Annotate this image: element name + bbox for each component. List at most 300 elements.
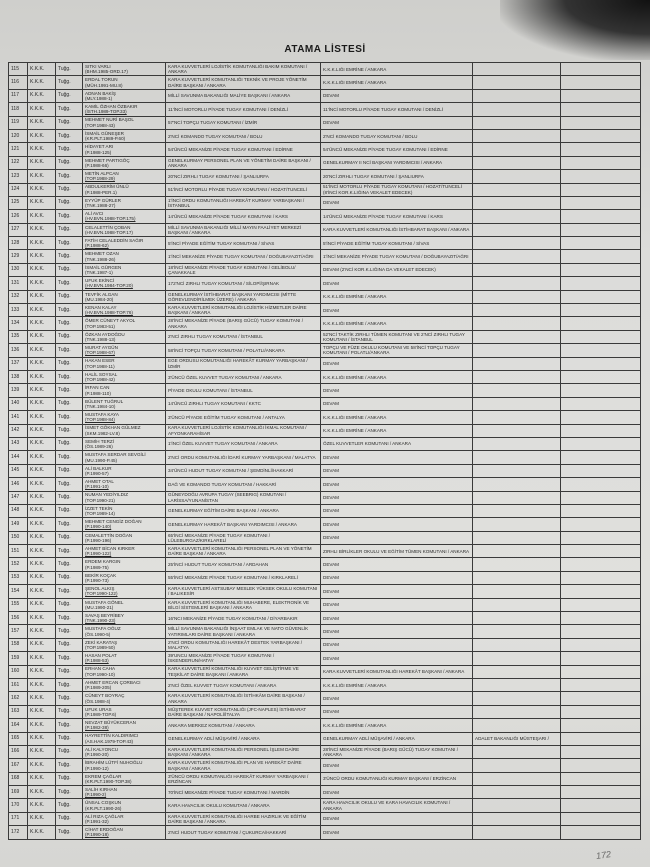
table-row	[9, 518, 641, 531]
extra-cell	[473, 304, 561, 317]
table-row	[9, 129, 641, 142]
extra-cell	[473, 745, 561, 758]
new-post-cell: DEVAM	[321, 786, 473, 799]
officer-cell	[83, 665, 166, 678]
row-number: 119	[9, 116, 28, 129]
rank-cell: Tuğg.	[56, 103, 83, 116]
row-number: 123	[9, 170, 28, 183]
current-post-cell: 172'NCİ ZIRHLI TUGAY KOMUTANI / SİLOPİ/ŞIRNAK	[166, 277, 321, 290]
rank-cell: Tuğg.	[56, 344, 83, 357]
row-number: 120	[9, 129, 28, 142]
rank-cell: Tuğg.	[56, 478, 83, 491]
row-number: 166	[9, 745, 28, 758]
table-row	[9, 652, 641, 665]
current-post-cell: 34'ÜNCÜ HUDUT TUGAY KOMUTANI / ŞEMDİNLİ/HAKKARİ	[166, 464, 321, 477]
table-row	[9, 558, 641, 571]
extra-cell	[473, 210, 561, 223]
officer-code: (İSTH.1989-TOP.33)	[85, 109, 127, 115]
table-row	[9, 210, 641, 223]
new-post-cell: DEVAM	[321, 304, 473, 317]
officer-cell	[83, 504, 166, 517]
officer-cell	[83, 638, 166, 651]
extra-cell	[473, 183, 561, 196]
officer-name: ŞENOL ALKIŞ	[85, 586, 115, 592]
blank-cell	[561, 116, 641, 129]
branch-cell: K.K.K.	[28, 210, 56, 223]
current-post-cell: GENELKURMAY HAREKÂT BAŞKANI YARDIMCISI / ANKARA	[166, 518, 321, 531]
rank-cell: Tuğg.	[56, 290, 83, 303]
officer-cell	[83, 812, 166, 825]
current-post-cell: 2'NCİ HUDUT TUGAY KOMUTANI / ÇUKURCA/HAKKARİ	[166, 826, 321, 839]
officer-code: (ÖS.1988-4)	[85, 698, 111, 704]
blank-cell	[561, 571, 641, 584]
rank-cell: Tuğg.	[56, 719, 83, 732]
blank-cell	[561, 304, 641, 317]
row-number: 160	[9, 665, 28, 678]
officer-code: (P.1989-75)	[85, 564, 109, 570]
extra-cell	[473, 103, 561, 116]
table-row	[9, 103, 641, 116]
table-row	[9, 812, 641, 825]
officer-code: (P.1988-62)	[85, 243, 109, 249]
blank-cell	[561, 196, 641, 209]
row-number: 121	[9, 143, 28, 156]
branch-cell: K.K.K.	[28, 545, 56, 558]
officer-code: (P.1990-73)	[85, 578, 109, 584]
officer-name: ERHAN CAHA	[85, 666, 116, 672]
new-post-cell: ÖZEL KUVVETLER KOMUTANI / ANKARA	[321, 437, 473, 450]
blank-cell	[561, 384, 641, 397]
table-row	[9, 397, 641, 410]
rank-cell: Tuğg.	[56, 571, 83, 584]
new-post-cell: DEVAM	[321, 116, 473, 129]
officer-code: (TNK.1988-13)	[85, 337, 116, 342]
table-row	[9, 491, 641, 504]
officer-cell	[83, 571, 166, 584]
officer-name: ABDULKERİM ÜNLÜ	[85, 184, 129, 190]
officer-cell	[83, 625, 166, 638]
extra-cell	[473, 652, 561, 665]
officer-cell	[83, 156, 166, 169]
officer-code: (HV.BVN.1988-TOP.17)	[85, 229, 133, 235]
rank-cell: Tuğg.	[56, 330, 83, 343]
officer-code: (MU.1990-P.45)	[85, 457, 118, 463]
blank-cell	[561, 598, 641, 611]
rank-cell: Tuğg.	[56, 491, 83, 504]
extra-cell	[473, 612, 561, 625]
officer-cell	[83, 116, 166, 129]
new-post-cell: DEVAM	[321, 357, 473, 370]
officer-cell	[83, 290, 166, 303]
officer-code: (P.1988-PER.1)	[85, 189, 117, 195]
officer-name: İSMAİL GÜRGEN	[85, 264, 122, 270]
row-number: 132	[9, 290, 28, 303]
current-post-cell: KARA KUVVETLERİ KOMUTANLIĞI KUVVET GELİŞTİRME VE TEŞKİLAT DAİRE BAŞKANI / ANKARA	[166, 665, 321, 678]
row-number: 145	[9, 464, 28, 477]
officer-code: (TOP.1990-10)	[85, 671, 115, 677]
new-post-cell: DEVAM	[321, 518, 473, 531]
row-number: 129	[9, 250, 28, 263]
table-row	[9, 76, 641, 89]
branch-cell: K.K.K.	[28, 63, 56, 76]
rank-cell: Tuğg.	[56, 223, 83, 236]
table-row	[9, 357, 641, 370]
new-post-cell: K.K.K.LIĞI EMRİNE / ANKARA	[321, 719, 473, 732]
branch-cell: K.K.K.	[28, 598, 56, 611]
row-number: 153	[9, 571, 28, 584]
rank-cell: Tuğg.	[56, 76, 83, 89]
new-post-cell: 51'İNCİ MOTORLU PİYADE TUGAY KOMUTANI / HOZAT/TUNCELİ (8'İNCİ KOR.K.LIĞINA VEKALET EDECEK)	[321, 183, 473, 196]
table-row	[9, 638, 641, 651]
row-number: 144	[9, 451, 28, 464]
row-number: 131	[9, 277, 28, 290]
officer-cell	[83, 89, 166, 102]
row-number: 172	[9, 826, 28, 839]
officer-cell	[83, 786, 166, 799]
current-post-cell: GENELKURMAY EĞİTİM DAİRE BAŞKANI / ANKARA	[166, 504, 321, 517]
branch-cell: K.K.K.	[28, 665, 56, 678]
table-row	[9, 531, 641, 544]
officer-name: MEHMET OZAN	[85, 251, 119, 257]
current-post-cell: KARA KUVVETLERİ KOMUTANLIĞI PERSONEL PLAN VE YÖNETİM DAİRE BAŞKANI / ANKARA	[166, 545, 321, 558]
current-post-cell: KARA KUVVETLERİ KOMUTANLIĞI İSTİHKÂM DAİRE BAŞKANI / ANKARA	[166, 692, 321, 705]
table-row	[9, 585, 641, 598]
blank-cell	[561, 451, 641, 464]
table-row	[9, 424, 641, 437]
row-number: 141	[9, 411, 28, 424]
officer-name: ALİ KALYONCU	[85, 746, 119, 752]
officer-cell	[83, 330, 166, 343]
officer-cell	[83, 558, 166, 571]
officer-cell	[83, 652, 166, 665]
branch-cell: K.K.K.	[28, 772, 56, 785]
table-row	[9, 745, 641, 758]
extra-cell	[473, 290, 561, 303]
new-post-cell: DEVAM	[321, 638, 473, 651]
extra-cell	[473, 397, 561, 410]
new-post-cell: DEVAM	[321, 478, 473, 491]
extra-cell	[473, 531, 561, 544]
extra-cell	[473, 558, 561, 571]
rank-cell: Tuğg.	[56, 464, 83, 477]
row-number: 170	[9, 799, 28, 812]
document-title: ATAMA LİSTESİ	[284, 44, 366, 55]
table-row	[9, 89, 641, 102]
blank-cell	[561, 170, 641, 183]
officer-code: (TNK.1984-10)	[85, 403, 116, 409]
officer-code: (TOP.1990-21)	[85, 497, 115, 503]
officer-code: (ÖS.1989-26)	[85, 444, 113, 450]
rank-cell: Tuğg.	[56, 585, 83, 598]
officer-cell	[83, 719, 166, 732]
branch-cell: K.K.K.	[28, 558, 56, 571]
officer-name: SEMİH TERZİ	[85, 438, 115, 444]
branch-cell: K.K.K.	[28, 223, 56, 236]
new-post-cell: DEVAM	[321, 451, 473, 464]
officer-code: (P.1989-TOP.6)	[85, 711, 117, 717]
row-number: 137	[9, 357, 28, 370]
officer-cell	[83, 129, 166, 142]
officer-cell	[83, 357, 166, 370]
current-post-cell: GENELKURMAY PERSONEL PLAN VE YÖNETİM DAİRE BAŞKANI / ANKARA	[166, 156, 321, 169]
row-number: 143	[9, 437, 28, 450]
officer-name: EYYÜP GÜRLER	[85, 197, 121, 203]
current-post-cell: 2'NCİ ORDU KOMUTANLIĞI İDARİ KURMAY YARBAŞKANI / MALATYA	[166, 451, 321, 464]
officer-cell	[83, 196, 166, 209]
officer-cell	[83, 437, 166, 450]
rank-cell: Tuğg.	[56, 397, 83, 410]
new-post-cell: DEVAM	[321, 89, 473, 102]
current-post-cell: 39'UNCU MEKANİZE PİYADE TUGAY KOMUTANI / İSKENDERUN/HATAY	[166, 652, 321, 665]
officer-cell	[83, 143, 166, 156]
row-number: 156	[9, 612, 28, 625]
rank-cell: Tuğg.	[56, 692, 83, 705]
branch-cell: K.K.K.	[28, 692, 56, 705]
officer-name: UFUK URAS	[85, 706, 112, 712]
table-row	[9, 223, 641, 236]
extra-cell	[473, 451, 561, 464]
row-number: 126	[9, 210, 28, 223]
officer-name: MEHMET NURİ BAŞOL	[85, 117, 134, 123]
rank-cell: Tuğg.	[56, 652, 83, 665]
officer-name: MUSTAFA KAYA	[85, 412, 119, 418]
officer-name: NUMAN YEDİYILDIZ	[85, 492, 129, 498]
blank-cell	[561, 411, 641, 424]
officer-cell	[83, 103, 166, 116]
blank-cell	[561, 478, 641, 491]
branch-cell: K.K.K.	[28, 411, 56, 424]
table-row	[9, 545, 641, 558]
blank-cell	[561, 464, 641, 477]
row-number: 150	[9, 531, 28, 544]
table-row	[9, 705, 641, 718]
current-post-cell: 3'ÜNCÜ PİYADE EĞİTİM TUGAY KOMUTANI / ANTALYA	[166, 411, 321, 424]
branch-cell: K.K.K.	[28, 504, 56, 517]
blank-cell	[561, 210, 641, 223]
officer-name: AHMET BİCAN KIRKER	[85, 545, 135, 551]
table-row	[9, 625, 641, 638]
rank-cell: Tuğg.	[56, 678, 83, 691]
extra-cell	[473, 424, 561, 437]
officer-name: CÜNEYT BOYRAÇ	[85, 693, 125, 699]
row-number: 125	[9, 196, 28, 209]
extra-cell	[473, 826, 561, 839]
table-row	[9, 451, 641, 464]
blank-cell	[561, 558, 641, 571]
extra-cell	[473, 250, 561, 263]
extra-cell	[473, 478, 561, 491]
table-row	[9, 370, 641, 383]
row-number: 157	[9, 625, 28, 638]
assignment-table	[8, 62, 641, 840]
blank-cell	[561, 759, 641, 772]
branch-cell: K.K.K.	[28, 237, 56, 250]
branch-cell: K.K.K.	[28, 464, 56, 477]
blank-cell	[561, 518, 641, 531]
officer-name: TEVFİK ALGAN	[85, 291, 118, 297]
new-post-cell: 1'İNCİ MEKANİZE PİYADE TUGAY KOMUTANI / DOĞUBAYAZIT/AĞRI	[321, 250, 473, 263]
officer-name: SALİH KIRHAN	[85, 786, 117, 792]
officer-code: (BHM.1985-ORD.17)	[85, 69, 128, 75]
current-post-cell: 2'NCİ ZIRHLI TUGAY KOMUTANI / İSTANBUL	[166, 330, 321, 343]
extra-cell: ADALET BAKANLIĞI MÜSTEŞARI /	[473, 732, 561, 745]
branch-cell: K.K.K.	[28, 89, 56, 102]
blank-cell	[561, 652, 641, 665]
officer-code: (HV.BVN.1988-TOP.76)	[85, 310, 133, 316]
officer-code: (KR.PLT.1989-P.60)	[85, 136, 126, 142]
branch-cell: K.K.K.	[28, 116, 56, 129]
officer-name: CİHAT ERDOĞAN	[85, 827, 123, 833]
new-post-cell: 28'İNCİ MEKANİZE PİYADE (BARIŞ GÜCÜ) TUGAY KOMUTANI / ANKARA	[321, 745, 473, 758]
row-number: 142	[9, 424, 28, 437]
officer-cell	[83, 612, 166, 625]
officer-name: MUSTAFA OĞUZ	[85, 626, 121, 632]
new-post-cell: K.K.K.LIĞI EMRİNE / ANKARA	[321, 290, 473, 303]
row-number: 140	[9, 397, 28, 410]
new-post-cell: 3'ÜNCÜ ORDU KOMUTANLIĞI KURMAY BAŞKANI / ERZİNCAN	[321, 772, 473, 785]
officer-code: (P.1990-57)	[85, 470, 109, 476]
officer-code: (ÖS.1990-5)	[85, 631, 111, 637]
officer-name: İSMAİL GÜNEŞER	[85, 130, 124, 136]
officer-name: ERDAL TORUN	[85, 77, 118, 83]
blank-cell	[561, 491, 641, 504]
rank-cell: Tuğg.	[56, 826, 83, 839]
blank-cell	[561, 719, 641, 732]
officer-name: ADNAN BAKİŞ	[85, 90, 116, 96]
rank-cell: Tuğg.	[56, 812, 83, 825]
officer-name: İSMET GÖKHAN GÜLMEZ	[85, 425, 141, 431]
current-post-cell: 16'NCI MEKANİZE PİYADE TUGAY KOMUTANI / DİYARBAKIR	[166, 612, 321, 625]
current-post-cell: 3'ÜNCÜ ORDU KOMUTANLIĞI HAREKÂT KURMAY YARBAŞKANI / ERZİNCAN	[166, 772, 321, 785]
row-number: 138	[9, 370, 28, 383]
officer-name: HİDAYET ARI	[85, 144, 114, 150]
new-post-cell: DEVAM	[321, 705, 473, 718]
current-post-cell: 25'İNCİ HUDUT TUGAY KOMUTANI / ARDAHAN	[166, 558, 321, 571]
officer-code: (HV.BVN.1988-TOP.175)	[85, 216, 136, 222]
officer-cell	[83, 772, 166, 785]
branch-cell: K.K.K.	[28, 812, 56, 825]
blank-cell	[561, 786, 641, 799]
officer-cell	[83, 344, 166, 357]
new-post-cell: DEVAM	[321, 612, 473, 625]
branch-cell: K.K.K.	[28, 263, 56, 276]
officer-name: İRFAN CAN	[85, 385, 110, 391]
branch-cell: K.K.K.	[28, 518, 56, 531]
extra-cell	[473, 799, 561, 812]
branch-cell: K.K.K.	[28, 424, 56, 437]
new-post-cell: DEVAM (2'NCİ KOR.K.LIĞINA DA VEKALET EDECEK)	[321, 263, 473, 276]
blank-cell	[561, 290, 641, 303]
officer-code: (KR.PLT.1990-26)	[85, 805, 122, 811]
table-row	[9, 759, 641, 772]
branch-cell: K.K.K.	[28, 129, 56, 142]
extra-cell	[473, 598, 561, 611]
extra-cell	[473, 317, 561, 330]
new-post-cell: DEVAM	[321, 504, 473, 517]
current-post-cell: 1'İNCİ ORDU KOMUTANLIĞI HAREKÂT KURMAY YARBAŞKANI / İSTANBUL	[166, 196, 321, 209]
new-post-cell: GENELKURMAY ADLİ MÜŞAVİRİ / ANKARA	[321, 732, 473, 745]
officer-code: (P.1989-205)	[85, 685, 112, 691]
row-number: 164	[9, 719, 28, 732]
officer-cell	[83, 799, 166, 812]
rank-cell: Tuğg.	[56, 89, 83, 102]
officer-cell	[83, 250, 166, 263]
table-row	[9, 478, 641, 491]
rank-cell: Tuğg.	[56, 437, 83, 450]
branch-cell: K.K.K.	[28, 705, 56, 718]
current-post-cell: GENELKURMAY İSTİHBARAT BAŞKANI YARDIMCISI (MİTTE GÖREVLENDİRİLMEK ÜZERE) / ANKARA	[166, 290, 321, 303]
current-post-cell: 1'İNCİ ÖZEL KUVVET TUGAY KOMUTANI / ANKARA	[166, 437, 321, 450]
branch-cell: K.K.K.	[28, 826, 56, 839]
extra-cell	[473, 705, 561, 718]
new-post-cell: K.K.K.LIĞI EMRİNE / ANKARA	[321, 424, 473, 437]
extra-cell	[473, 678, 561, 691]
officer-code: (TOP.1988-11)	[85, 363, 115, 369]
officer-name: CELALETTİN ÇOBAN	[85, 224, 131, 230]
extra-cell	[473, 786, 561, 799]
extra-cell	[473, 223, 561, 236]
extra-cell	[473, 277, 561, 290]
blank-cell	[561, 638, 641, 651]
officer-cell	[83, 598, 166, 611]
branch-cell: K.K.K.	[28, 625, 56, 638]
officer-name: NEVZAT BÜYÜKCERAN	[85, 720, 136, 726]
officer-name: BÜLENT TUĞRUL	[85, 398, 124, 404]
new-post-cell: DEVAM	[321, 397, 473, 410]
row-number: 149	[9, 518, 28, 531]
officer-name: MEHMET PARTIGÖÇ	[85, 157, 130, 163]
officer-cell	[83, 478, 166, 491]
row-number: 169	[9, 786, 28, 799]
officer-cell	[83, 464, 166, 477]
officer-cell	[83, 732, 166, 745]
branch-cell: K.K.K.	[28, 491, 56, 504]
new-post-cell: K.K.K.LIĞI EMRİNE / ANKARA	[321, 411, 473, 424]
officer-cell	[83, 451, 166, 464]
current-post-cell: MİLLİ SAVUNMA BAKANLIĞI MALİYE BAŞKANI / ANKARA	[166, 89, 321, 102]
officer-name: KAMİL ÖZHAN ÖZBAKIR	[85, 104, 138, 110]
officer-cell	[83, 585, 166, 598]
row-number: 146	[9, 478, 28, 491]
blank-cell	[561, 237, 641, 250]
current-post-cell: 11'İNCİ MOTORLU PİYADE TUGAY KOMUTANI / DENİZLİ	[166, 103, 321, 116]
rank-cell: Tuğg.	[56, 786, 83, 799]
rank-cell: Tuğg.	[56, 598, 83, 611]
new-post-cell: K.K.K.LIĞI EMRİNE / ANKARA	[321, 76, 473, 89]
extra-cell	[473, 692, 561, 705]
blank-cell	[561, 625, 641, 638]
row-number: 147	[9, 491, 28, 504]
officer-name: ZEKİ KARATAŞ	[85, 639, 118, 645]
row-number: 133	[9, 304, 28, 317]
blank-cell	[561, 397, 641, 410]
blank-cell	[561, 317, 641, 330]
table-row	[9, 411, 641, 424]
extra-cell	[473, 370, 561, 383]
rank-cell: Tuğg.	[56, 745, 83, 758]
row-number: 167	[9, 759, 28, 772]
table-row	[9, 571, 641, 584]
rank-cell: Tuğg.	[56, 210, 83, 223]
extra-cell	[473, 156, 561, 169]
branch-cell: K.K.K.	[28, 103, 56, 116]
new-post-cell: 2'NCİ KOMANDO TUGAY KOMUTANI / BOLU	[321, 129, 473, 142]
officer-name: MUSTAFA GÖNEL	[85, 599, 124, 605]
table-row	[9, 612, 641, 625]
rank-cell: Tuğg.	[56, 250, 83, 263]
current-post-cell: MİLLİ SAVUNMA BAKANLIĞI İNŞAAT EMLAK VE NATO GÜVENLİK YATIRIMLARI DAİRE BAŞKANI / ANKARA	[166, 625, 321, 638]
row-number: 124	[9, 183, 28, 196]
